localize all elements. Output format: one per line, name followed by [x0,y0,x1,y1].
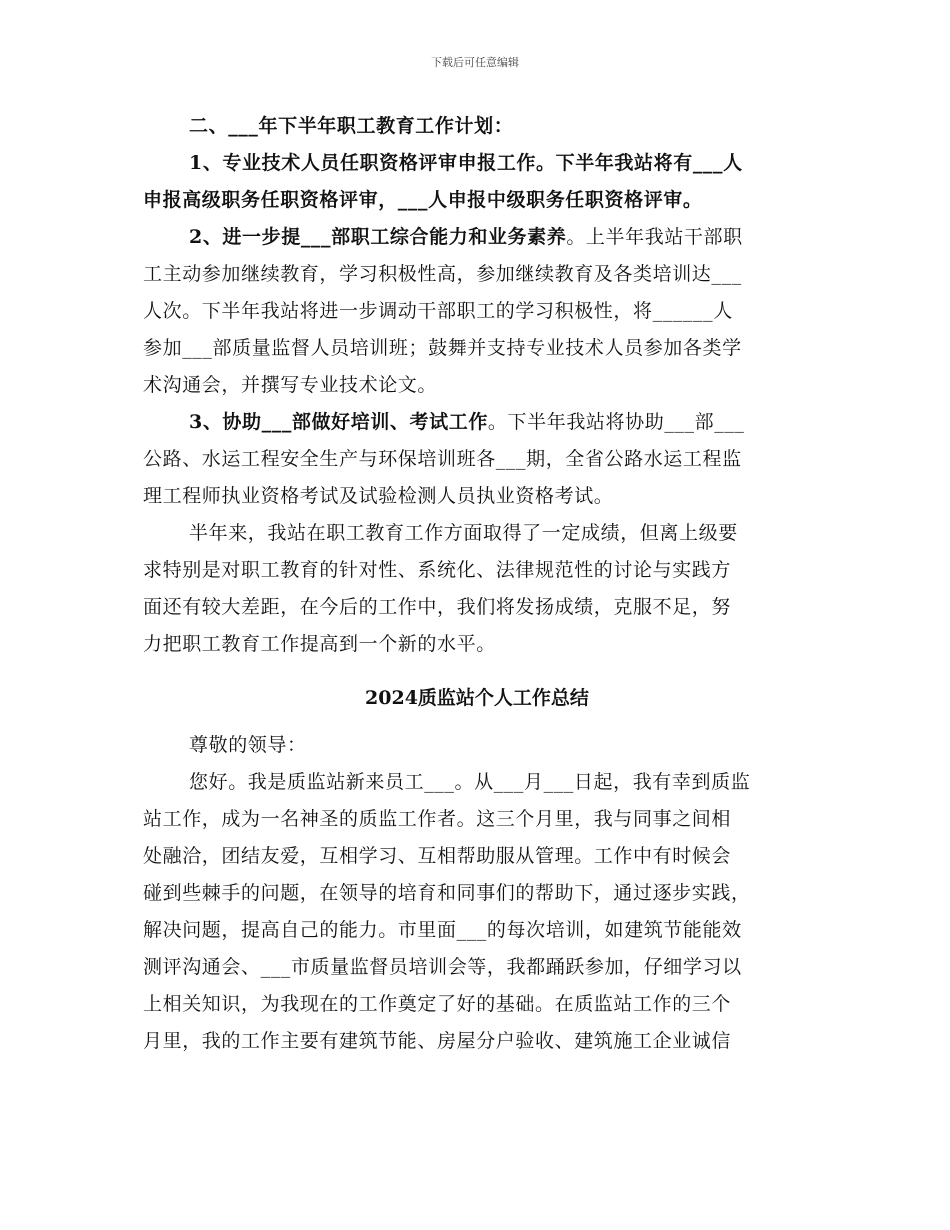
conclusion-line-3: 面还有较大差距，在今后的工作中，我们将发扬成绩，克服不足，努 [143,596,732,618]
summary-line-6: 测评沟通会、___市质量监督员培训会等，我都踊跃参加，仔细学习以 [143,956,742,978]
summary-line-8: 月里，我的工作主要有建筑节能、房屋分户验收、建筑施工企业诚信 [143,1030,732,1052]
plan-item-3-line-1 [143,404,811,441]
summary-line-1: 您好。我是质监站新来员工___。从___月___日起，我有幸到质监 [189,771,751,793]
plan-item-2-line-1 [143,219,811,256]
plan-item-3-line-3: 理工程师执业资格考试及试验检测人员执业资格考试。 [143,485,614,507]
page-header: 下载后可任意编辑 [431,56,519,69]
conclusion-line-2: 求特别是对职工教育的针对性、系统化、法律规范性的讨论与实践方 [143,559,732,581]
plan-item-2-line-5: 术沟通会，并撰写专业技术论文。 [143,374,438,396]
section-heading: 二、___年下半年职工教育工作计划： [189,115,514,137]
plan-item-2-line-3: 人次。下半年我站将进一步调动干部职工的学习积极性，将______人 [143,300,733,322]
plan-item-2-line-4: 参加___部质量监督人员培训班；鼓舞并支持专业技术人员参加各类学 [143,337,742,359]
summary-line-2: 站工作，成为一名神圣的质监工作者。这三个月里，我与同事之间相 [143,808,732,830]
summary-title: 2024质监站个人工作总结 [365,687,589,709]
summary-line-7: 上相关知识，为我现在的工作奠定了好的基础。在质监站工作的三个 [143,993,732,1015]
plan-item-1-line-1: 1、专业技术人员任职资格评审申报工作。下半年我站将有___人 [189,152,743,174]
salutation: 尊敬的领导： [189,734,307,756]
conclusion-line-4: 力把职工教育工作提高到一个新的水平。 [143,633,496,655]
summary-line-4: 碰到些棘手的问题，在领导的培育和同事们的帮助下，通过逐步实践， [143,882,751,904]
plan-item-3-line-2: 公路、水运工程安全生产与环保培训班各___期，全省公路水运工程监 [143,448,742,470]
plan-item-2-line-2: 工主动参加继续教育，学习积极性高，参加继续教育及各类培训达___ [143,263,742,285]
plan-item-2-rest: 。上半年我站干部职 [566,226,743,248]
plan-item-2-lead: 2、进一步提___部职工综合能力和业务素养 [189,226,567,248]
conclusion-line-1: 半年来，我站在职工教育工作方面取得了一定成绩，但离上级要 [189,522,738,544]
summary-line-5: 解决问题，提高自己的能力。市里面___的每次培训，如建筑节能能效 [143,919,742,941]
plan-item-3-rest: 。下半年我站将协助___部___ [487,411,745,433]
plan-item-3-lead: 3、协助___部做好培训、考试工作 [189,411,488,433]
plan-item-1-line-2: 申报高级职务任职资格评审，___人申报中级职务任职资格评审。 [143,189,703,211]
summary-line-3: 处融洽，团结友爱，互相学习、互相帮助服从管理。工作中有时候会 [143,845,732,867]
document-body [143,108,811,1060]
